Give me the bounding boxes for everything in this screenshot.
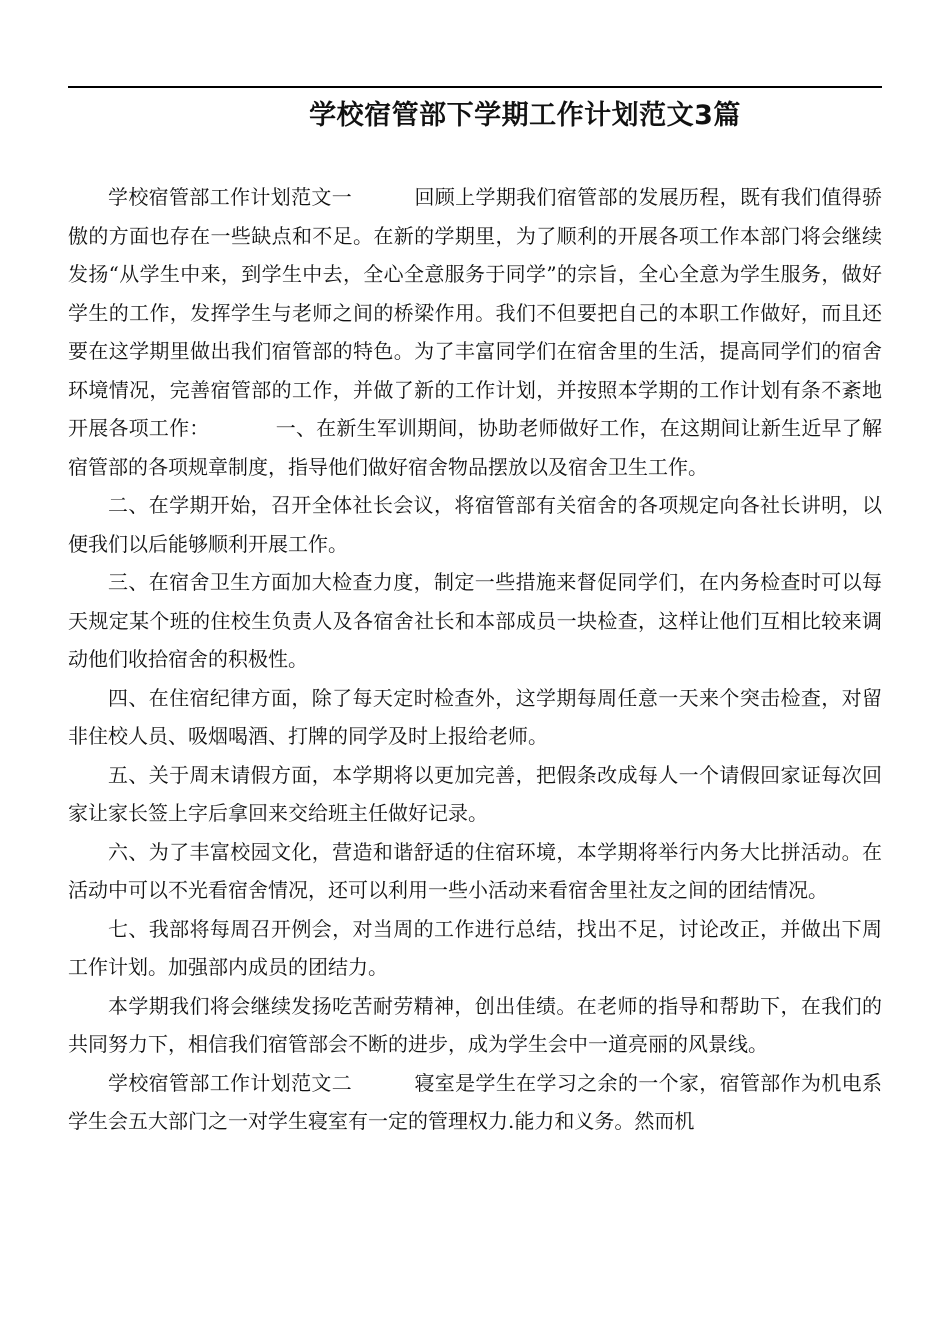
paragraph-9-text: 寝室是学生在学习之余的一个家，宿管部作为机电系学生会五大部门之一对学生寝室有一定的管理权力.能力和义务。然而机 (68, 1070, 883, 1133)
paragraph-2: 二、在学期开始，召开全体社长会议，将宿管部有关宿舍的各项规定向各社长讲明，以便我们以后能够顺利开展工作。 (68, 493, 882, 556)
document-body (68, 178, 882, 1141)
paragraph-5: 五、关于周末请假方面，本学期将以更加完善，把假条改成每人一个请假回家证每次回家让家长签上字后拿回来交给班主任做好记录。 (68, 762, 882, 825)
paragraph-1-tail: 一、在新生军训期间，协助老师做好工作，在这期间让新生近早了解宿管部的各项规章制度，指导他们做好宿舍物品摆放以及宿舍卫生工作。 (68, 416, 883, 479)
paragraph-6: 六、为了丰富校园文化，营造和谐舒适的住宿环境，本学期将举行内务大比拼活动。在活动中可以不光看宿舍情况，还可以利用一些小活动来看宿舍里社友之间的团结情况。 (68, 839, 882, 902)
paragraph-1-text: 回顾上学期我们宿管部的发展历程，既有我们值得骄傲的方面也存在一些缺点和不足。在新的学期里，为了顺利的开展各项工作本部门将会继续发扬“从学生中来，到学生中去，全心全意服务于同学”的宗旨，全心全意为学生服务，做好学生的工作，发挥学生与老师之间的桥梁作用。我们不但要把自己的本职工作做好，而且还要在这学期里做出我们宿管部的特色。为了丰富同学们在宿舍里的生活，提高同学们的宿舍环境情况，完善宿管部的工作，并做了新的工作计划，并按照本学期的工作计划有条不紊地开展各项工作： (68, 185, 883, 440)
paragraph-7: 七、我部将每周召开例会，对当周的工作进行总结，找出不足，讨论改正，并做出下周工作计划。加强部内成员的团结力。 (68, 916, 882, 979)
paragraph-8: 本学期我们将会继续发扬吃苦耐劳精神，创出佳绩。在老师的指导和帮助下，在我们的共同努力下，相信我们宿管部会不断的进步，成为学生会中一道亮丽的风景线。 (68, 993, 882, 1056)
paragraph-3: 三、在宿舍卫生方面加大检查力度，制定一些措施来督促同学们，在内务检查时可以每天规定某个班的住校生负责人及各宿舍社长和本部成员一块检查，这样让他们互相比较来调动他们收拾宿舍的积极性。 (68, 570, 882, 671)
paragraph-4: 四、在住宿纪律方面，除了每天定时检查外，这学期每周任意一天来个突击检查，对留非住校人员、吸烟喝酒、打牌的同学及时上报给老师。 (68, 685, 882, 748)
section-lead-1: 学校宿管部工作计划范文一 (108, 185, 353, 209)
header-rule (68, 86, 882, 88)
paragraph-9 (68, 1064, 882, 1141)
document-title: 学校宿管部下学期工作计划范文3篇 (309, 100, 741, 131)
section-lead-2: 学校宿管部工作计划范文二 (108, 1070, 353, 1095)
paragraph-1 (68, 178, 882, 486)
